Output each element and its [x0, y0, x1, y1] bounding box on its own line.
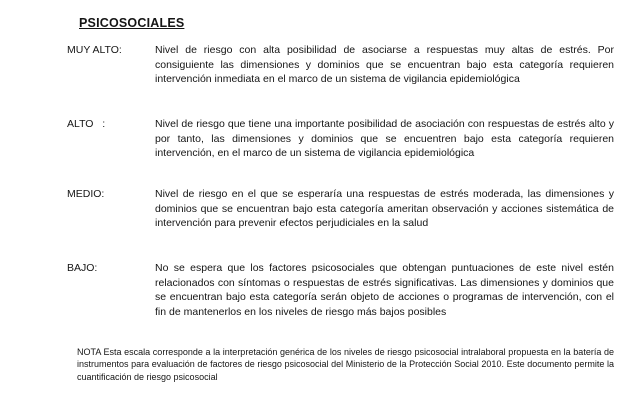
- risk-level-description-alto: Nivel de riesgo que tiene una importante posibilidad de asociación con respuestas de estrés alto y por tanto, las dimensiones y dominios que se encuentren bajo esta categoría requieren intervención, en el marco de un sistema de vigilancia epidemiológica: [155, 118, 614, 160]
- risk-level-row-medio: [67, 187, 614, 231]
- page-title: PSICOSOCIALES: [79, 16, 185, 30]
- risk-level-description-muy-alto: Nivel de riesgo con alta posibilidad de asociarse a respuestas muy altas de estrés. Por consiguiente las dimensiones y dominios que se encuentran bajo esta categoría requieren intervención inmediata en el marco de un sistema de vigilancia epidemiológica: [155, 44, 614, 86]
- risk-level-row-alto: [67, 117, 614, 161]
- risk-level-row-muy-alto: [67, 43, 614, 87]
- risk-level-label-alto: ALTO :: [67, 118, 106, 130]
- risk-level-label-muy-alto: MUY ALTO:: [67, 44, 122, 56]
- risk-level-label-medio: MEDIO:: [67, 188, 105, 200]
- risk-level-description-medio: Nivel de riesgo en el que se esperaría una respuestas de estrés moderada, las dimensiones y dominios que se encuentran bajo esta categoría ameritan observación y acciones sistemática de intervención para prevenir efectos perjudiciales en la salud: [155, 188, 614, 230]
- risk-level-label-bajo: BAJO:: [67, 262, 98, 274]
- footnote: NOTA Esta escala corresponde a la interpretación genérica de los niveles de riesgo psicosocial intralaboral propuesta en la batería de instrumentos para evaluación de factores de riesgo psicosocial del Ministerio de la Protección Social 2010. Este documento permite la cuantificación de riesgo psicosocial: [77, 347, 614, 382]
- risk-level-row-bajo: [67, 261, 614, 320]
- risk-level-description-bajo: No se espera que los factores psicosociales que obtengan puntuaciones de este nivel estén relacionados con síntomas o respuestas de estrés significativas. Las dimensiones y dominios que se encuentran bajo esta categoría serán objeto de acciones o programas de intervención, con el fin de mantenerlos en los niveles de riesgo más bajos posibles: [155, 262, 614, 319]
